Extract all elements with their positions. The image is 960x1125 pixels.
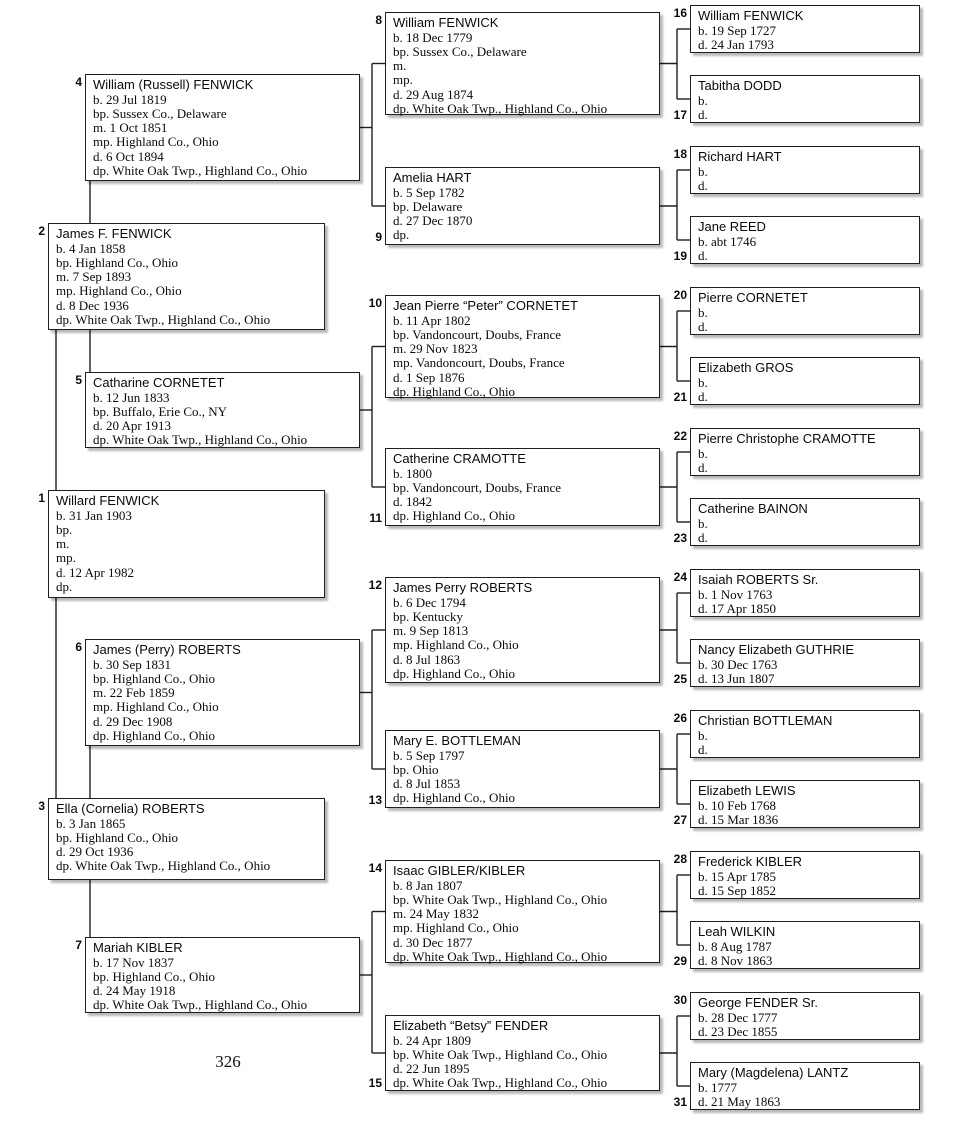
person-number: 23 — [673, 531, 687, 545]
person-box-10 — [385, 295, 660, 398]
person-detail-line: d. 8 Jul 1853 — [393, 776, 461, 792]
person-detail-line: b. 31 Jan 1903 — [56, 507, 132, 523]
person-box-30 — [690, 992, 920, 1040]
person-number: 5 — [75, 373, 82, 387]
person-number: 27 — [673, 813, 687, 827]
person-name: James (Perry) ROBERTS — [93, 642, 241, 657]
person-name: Elizabeth LEWIS — [698, 783, 796, 798]
person-detail-line: d. 1842 — [393, 494, 432, 510]
person-detail-line: dp. White Oak Twp., Highland Co., Ohio — [393, 948, 608, 964]
person-name: Tabitha DODD — [698, 78, 782, 93]
person-detail-line: mp. Highland Co., Ohio — [93, 699, 219, 715]
person-detail-line: m. 7 Sep 1893 — [56, 269, 132, 285]
person-detail-line: mp. — [56, 550, 76, 566]
person-number: 21 — [673, 390, 687, 404]
person-box-23 — [690, 498, 920, 546]
person-detail-line: bp. Ohio — [393, 761, 439, 777]
person-box-8 — [385, 12, 660, 115]
person-detail-line: d. 24 May 1918 — [93, 983, 176, 999]
person-detail-line: b. 8 Aug 1787 — [698, 938, 772, 954]
person-number: 25 — [673, 672, 687, 686]
person-detail-line: bp. — [56, 521, 73, 537]
person-detail-line: b. — [698, 374, 708, 390]
person-box-17 — [690, 75, 920, 123]
person-detail-line: b. 19 Sep 1727 — [698, 22, 776, 38]
person-detail-line: b. 17 Nov 1837 — [93, 954, 174, 970]
person-detail-line: b. — [698, 727, 708, 743]
person-box-19 — [690, 216, 920, 264]
person-detail-line: d. 6 Oct 1894 — [93, 148, 164, 164]
person-detail-line: b. 1 Nov 1763 — [698, 586, 773, 602]
person-name: Jane REED — [698, 219, 766, 234]
person-detail-line: d. — [698, 247, 708, 263]
person-detail-line: d. 29 Dec 1908 — [93, 713, 173, 729]
person-name: Isaiah ROBERTS Sr. — [698, 572, 819, 587]
person-name: Ella (Cornelia) ROBERTS — [56, 801, 205, 816]
person-number: 31 — [673, 1095, 687, 1109]
person-detail-line: d. — [698, 106, 708, 122]
person-detail-line: d. 23 Dec 1855 — [698, 1023, 778, 1039]
person-box-25 — [690, 639, 920, 687]
person-detail-line: bp. Highland Co., Ohio — [93, 968, 216, 984]
person-detail-line: b. — [698, 445, 708, 461]
person-box-6 — [85, 639, 360, 746]
person-detail-line: bp. Delaware — [393, 198, 463, 214]
person-detail-line: d. 15 Sep 1852 — [698, 882, 776, 898]
person-detail-line: b. 3 Jan 1865 — [56, 815, 126, 831]
person-detail-line: b. — [698, 304, 708, 320]
person-detail-line: bp. Vandoncourt, Doubs, France — [393, 479, 562, 495]
person-detail-line: b. 1777 — [698, 1079, 737, 1095]
person-detail-line: b. 5 Sep 1797 — [393, 747, 465, 763]
person-detail-line: m. — [393, 58, 407, 74]
person-number: 4 — [75, 75, 82, 89]
person-name: Catharine CORNETET — [93, 375, 225, 390]
person-box-18 — [690, 146, 920, 194]
person-detail-line: d. 15 Mar 1836 — [698, 811, 779, 827]
person-detail-line: dp. Highland Co., Ohio — [393, 665, 516, 681]
person-detail-line: d. 20 Apr 1913 — [93, 418, 171, 434]
person-name: Mary E. BOTTLEMAN — [393, 733, 521, 748]
person-number: 8 — [375, 13, 382, 27]
person-name: Isaac GIBLER/KIBLER — [393, 863, 526, 878]
person-detail-line: b. 29 Jul 1819 — [93, 91, 167, 107]
person-detail-line: b. 10 Feb 1768 — [698, 797, 776, 813]
person-detail-line: b. 18 Dec 1779 — [393, 29, 473, 45]
person-box-31 — [690, 1062, 920, 1110]
person-box-27 — [690, 780, 920, 828]
person-name: Pierre CORNETET — [698, 290, 808, 305]
person-detail-line: b. 6 Dec 1794 — [393, 594, 466, 610]
person-box-29 — [690, 921, 920, 969]
person-detail-line: dp. Highland Co., Ohio — [393, 383, 516, 399]
person-detail-line: b. — [698, 163, 708, 179]
person-name: Amelia HART — [393, 170, 472, 185]
person-detail-line: b. 8 Jan 1807 — [393, 877, 463, 893]
person-box-4 — [85, 74, 360, 181]
person-detail-line: b. 5 Sep 1782 — [393, 184, 465, 200]
person-detail-line: d. 13 Jun 1807 — [698, 670, 775, 686]
person-number: 29 — [673, 954, 687, 968]
person-detail-line: d. — [698, 318, 708, 334]
person-detail-line: dp. White Oak Twp., Highland Co., Ohio — [393, 1075, 608, 1091]
person-box-13 — [385, 730, 660, 808]
person-detail-line: b. 12 Jun 1833 — [93, 389, 170, 405]
page-number: 326 — [215, 1052, 241, 1071]
person-name: Catherine CRAMOTTE — [393, 451, 526, 466]
person-detail-line: d. 1 Sep 1876 — [393, 369, 465, 385]
person-number: 14 — [368, 861, 382, 875]
person-number: 16 — [673, 6, 687, 20]
person-name: Nancy Elizabeth GUTHRIE — [698, 642, 855, 657]
person-detail-line: bp. Sussex Co., Delaware — [93, 105, 227, 121]
person-detail-line: dp. White Oak Twp., Highland Co., Ohio — [93, 162, 308, 178]
person-detail-line: m. 24 May 1832 — [393, 906, 479, 922]
person-number: 9 — [375, 230, 382, 244]
person-detail-line: d. — [698, 741, 708, 757]
person-box-24 — [690, 569, 920, 617]
person-detail-line: d. — [698, 459, 708, 475]
person-detail-line: b. — [698, 92, 708, 108]
person-name: James Perry ROBERTS — [393, 580, 533, 595]
person-name: Leah WILKIN — [698, 924, 776, 939]
person-number: 11 — [369, 511, 382, 525]
person-number: 30 — [673, 993, 687, 1007]
person-box-14 — [385, 860, 660, 963]
person-number: 18 — [673, 147, 687, 161]
person-detail-line: dp. — [393, 227, 410, 243]
person-detail-line: m. 29 Nov 1823 — [393, 341, 478, 357]
person-detail-line: d. — [698, 388, 708, 404]
person-name: George FENDER Sr. — [698, 995, 818, 1010]
person-name: James F. FENWICK — [56, 226, 172, 241]
person-detail-line: mp. Highland Co., Ohio — [93, 134, 219, 150]
person-detail-line: bp. Highland Co., Ohio — [56, 254, 179, 270]
person-name: Mary (Magdelena) LANTZ — [698, 1065, 849, 1080]
person-box-26 — [690, 710, 920, 758]
person-box-3 — [48, 798, 325, 880]
person-box-15 — [385, 1015, 660, 1091]
person-detail-line: mp. Highland Co., Ohio — [56, 283, 182, 299]
person-number: 17 — [673, 108, 687, 122]
person-box-21 — [690, 357, 920, 405]
person-detail-line: mp. Vandoncourt, Doubs, France — [393, 355, 565, 371]
person-detail-line: b. 30 Dec 1763 — [698, 656, 778, 672]
person-detail-line: m. 1 Oct 1851 — [93, 120, 168, 136]
person-detail-line: d. 8 Jul 1863 — [393, 651, 461, 667]
person-detail-line: bp. Vandoncourt, Doubs, France — [393, 326, 562, 342]
person-detail-line: d. 29 Oct 1936 — [56, 844, 134, 860]
person-number: 26 — [673, 711, 687, 725]
person-box-16 — [690, 5, 920, 53]
person-detail-line: d. 29 Aug 1874 — [393, 86, 474, 102]
person-detail-line: b. 28 Dec 1777 — [698, 1009, 778, 1025]
person-name: William (Russell) FENWICK — [93, 77, 254, 92]
person-detail-line: d. 24 Jan 1793 — [698, 36, 774, 52]
person-name: Frederick KIBLER — [698, 854, 803, 869]
person-name: William FENWICK — [393, 15, 499, 30]
person-detail-line: m. — [56, 536, 70, 552]
person-name: Richard HART — [698, 149, 782, 164]
person-detail-line: bp. Buffalo, Erie Co., NY — [93, 403, 228, 419]
person-detail-line: dp. White Oak Twp., Highland Co., Ohio — [93, 997, 308, 1013]
person-number: 12 — [368, 578, 382, 592]
person-name: Pierre Christophe CRAMOTTE — [698, 431, 876, 446]
person-name: Catherine BAINON — [698, 501, 808, 516]
person-box-5 — [85, 372, 360, 448]
person-detail-line: dp. — [56, 578, 73, 594]
person-name: Mariah KIBLER — [93, 940, 183, 955]
person-detail-line: d. 30 Dec 1877 — [393, 934, 473, 950]
person-number: 20 — [673, 288, 687, 302]
person-detail-line: bp. Highland Co., Ohio — [56, 829, 179, 845]
person-detail-line: dp. White Oak Twp., Highland Co., Ohio — [56, 311, 271, 327]
person-number: 22 — [673, 429, 687, 443]
person-detail-line: d. 12 Apr 1982 — [56, 564, 134, 580]
person-detail-line: mp. — [393, 72, 413, 88]
person-detail-line: dp. White Oak Twp., Highland Co., Ohio — [93, 432, 308, 448]
person-detail-line: d. — [698, 529, 708, 545]
person-number: 19 — [673, 249, 687, 263]
person-detail-line: b. 24 Apr 1809 — [393, 1032, 471, 1048]
person-detail-line: dp. Highland Co., Ohio — [393, 508, 516, 524]
person-detail-line: bp. Kentucky — [393, 608, 464, 624]
person-detail-line: bp. White Oak Twp., Highland Co., Ohio — [393, 1046, 608, 1062]
person-box-1 — [48, 490, 325, 598]
person-detail-line: b. abt 1746 — [698, 233, 757, 249]
person-detail-line: d. 27 Dec 1870 — [393, 213, 473, 229]
person-number: 3 — [38, 799, 45, 813]
person-detail-line: d. 21 May 1863 — [698, 1093, 781, 1109]
person-detail-line: b. 30 Sep 1831 — [93, 656, 171, 672]
person-detail-line: d. 22 Jun 1895 — [393, 1061, 470, 1077]
person-detail-line: d. — [698, 177, 708, 193]
person-detail-line: dp. Highland Co., Ohio — [393, 790, 516, 806]
person-number: 2 — [38, 224, 45, 238]
person-box-28 — [690, 851, 920, 899]
person-box-11 — [385, 448, 660, 526]
person-detail-line: mp. Highland Co., Ohio — [393, 637, 519, 653]
person-box-9 — [385, 167, 660, 245]
person-name: Willard FENWICK — [56, 493, 160, 508]
person-detail-line: m. 22 Feb 1859 — [93, 685, 175, 701]
person-detail-line: dp. White Oak Twp., Highland Co., Ohio — [393, 100, 608, 116]
person-detail-line: dp. Highland Co., Ohio — [93, 727, 216, 743]
person-name: Elizabeth “Betsy” FENDER — [393, 1018, 549, 1033]
person-name: William FENWICK — [698, 8, 804, 23]
person-detail-line: d. 17 Apr 1850 — [698, 600, 776, 616]
person-number: 13 — [368, 793, 382, 807]
person-detail-line: dp. White Oak Twp., Highland Co., Ohio — [56, 858, 271, 874]
person-box-2 — [48, 223, 325, 330]
person-number: 6 — [75, 640, 82, 654]
person-number: 7 — [75, 938, 82, 952]
person-detail-line: d. 8 Dec 1936 — [56, 297, 129, 313]
person-name: Christian BOTTLEMAN — [698, 713, 833, 728]
person-detail-line: d. 8 Nov 1863 — [698, 952, 773, 968]
person-number: 10 — [368, 296, 382, 310]
person-number: 15 — [368, 1076, 382, 1090]
person-detail-line: bp. White Oak Twp., Highland Co., Ohio — [393, 891, 608, 907]
person-box-20 — [690, 287, 920, 335]
person-box-7 — [85, 937, 360, 1013]
person-detail-line: mp. Highland Co., Ohio — [393, 920, 519, 936]
person-number: 1 — [38, 491, 45, 505]
person-detail-line: b. 4 Jan 1858 — [56, 240, 126, 256]
person-detail-line: b. — [698, 515, 708, 531]
person-box-22 — [690, 428, 920, 476]
person-detail-line: b. 11 Apr 1802 — [393, 312, 471, 328]
person-number: 28 — [673, 852, 687, 866]
person-detail-line: bp. Sussex Co., Delaware — [393, 43, 527, 59]
person-number: 24 — [673, 570, 687, 584]
person-name: Elizabeth GROS — [698, 360, 794, 375]
person-detail-line: m. 9 Sep 1813 — [393, 623, 469, 639]
person-box-12 — [385, 577, 660, 683]
person-detail-line: bp. Highland Co., Ohio — [93, 670, 216, 686]
person-detail-line: b. 15 Apr 1785 — [698, 868, 776, 884]
person-detail-line: b. 1800 — [393, 465, 432, 481]
person-name: Jean Pierre “Peter” CORNETET — [393, 298, 578, 313]
